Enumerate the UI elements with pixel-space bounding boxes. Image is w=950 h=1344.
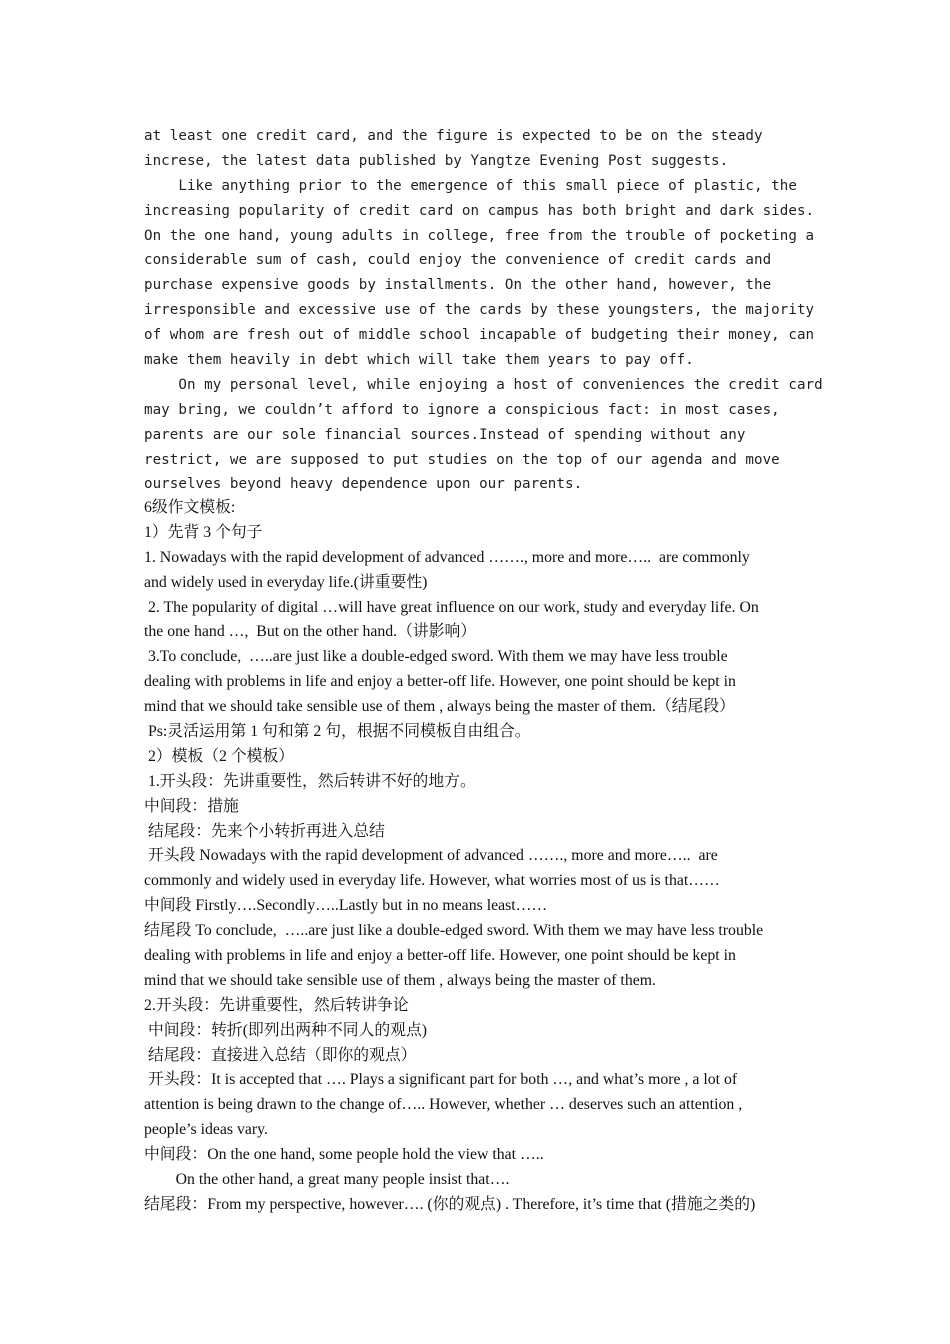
template-line: 3.To conclude, …..are just like a double-edged sword. With them we may have less trouble (144, 648, 728, 666)
essay-line: purchase expensive goods by installments. On the other hand, however, the (144, 277, 772, 294)
template-text-block (144, 496, 824, 1218)
essay-line: On my personal level, while enjoying a host of conveniences the credit card (144, 376, 823, 393)
template-line: Ps:灵活运用第 1 句和第 2 句，根据不同模板自由组合。 (144, 723, 531, 741)
essay-line: increasing popularity of credit card on campus has both bright and dark sides. (144, 202, 815, 219)
template-line: 中间段：措施 (144, 797, 239, 815)
essay-line: may bring, we couldn’t afford to ignore a conspicious fact: in most cases, (144, 401, 780, 418)
template-line: 2. The popularity of digital …will have great influence on our work, study and everyday life. On (144, 598, 759, 616)
template-line: 结尾段：先来个小转折再进入总结 (144, 822, 385, 840)
template-line: 结尾段：直接进入总结（即你的观点） (144, 1046, 417, 1064)
template-line: 开头段 Nowadays with the rapid development of advanced ……., more and more….. are (144, 847, 718, 865)
template-line: On the other hand, a great many people insist that…. (144, 1171, 510, 1189)
essay-line: at least one credit card, and the figure is expected to be on the steady (144, 128, 763, 144)
template-line: 1.开头段：先讲重要性，然后转讲不好的地方。 (144, 772, 476, 790)
template-line: 开头段：It is accepted that …. Plays a significant part for both …, and what’s more , a lot of (144, 1071, 738, 1089)
template-line: 结尾段 To conclude, …..are just like a double-edged sword. With them we may have less trouble (144, 922, 764, 940)
template-line: 结尾段：From my perspective, however…. (你的观点) . Therefore, it’s time that (措施之类的) (144, 1195, 756, 1213)
template-line: dealing with problems in life and enjoy a better-off life. However, one point should be kept in (144, 673, 736, 691)
template-line: people’s ideas vary. (144, 1121, 268, 1139)
essay-line: restrict, we are supposed to put studies on the top of our agenda and move (144, 451, 780, 468)
template-line: 1. Nowadays with the rapid development of advanced ……., more and more….. are commonly (144, 548, 750, 566)
essay-line: of whom are fresh out of middle school incapable of budgeting their money, can (144, 327, 815, 344)
template-line: the one hand …, But on the other hand.（讲影响） (144, 623, 477, 641)
template-line: mind that we should take sensible use of them , always being the master of them. (144, 971, 656, 989)
essay-line: irresponsible and excessive use of the cards by these youngsters, the majority (144, 302, 815, 319)
essay-line: Like anything prior to the emergence of this small piece of plastic, the (144, 177, 797, 194)
template-line: commonly and widely used in everyday life. However, what worries most of us is that…… (144, 872, 720, 890)
essay-line: increse, the latest data published by Yangtze Evening Post suggests. (144, 152, 729, 169)
template-line: 2.开头段：先讲重要性，然后转讲争论 (144, 996, 409, 1014)
template-line: 中间段：On the one hand, some people hold the view that ….. (144, 1146, 544, 1164)
essay-line: ourselves beyond heavy dependence upon our parents. (144, 476, 583, 493)
essay-line: On the one hand, young adults in college, free from the trouble of pocketing a (144, 227, 815, 244)
template-line: attention is being drawn to the change of….. However, whether … deserves such an attention , (144, 1096, 743, 1114)
template-line: mind that we should take sensible use of them , always being the master of them.（结尾段） (144, 698, 735, 716)
template-line: 1）先背 3 个句子 (144, 523, 263, 541)
template-line: 中间段 Firstly….Secondly…..Lastly but in no means least…… (144, 897, 548, 915)
essay-text-block (144, 124, 824, 497)
template-line: 2）模板（2 个模板） (144, 747, 295, 765)
essay-line: considerable sum of cash, could enjoy the convenience of credit cards and (144, 252, 772, 269)
essay-line: parents are our sole financial sources.Instead of spending without any (144, 426, 746, 443)
template-line: 6级作文模板: (144, 499, 236, 516)
essay-line: make them heavily in debt which will take them years to pay off. (144, 352, 694, 369)
template-line: 中间段：转折(即列出两种不同人的观点) (144, 1021, 428, 1039)
template-line: dealing with problems in life and enjoy a better-off life. However, one point should be kept in (144, 947, 736, 965)
template-line: and widely used in everyday life.(讲重要性) (144, 573, 428, 591)
